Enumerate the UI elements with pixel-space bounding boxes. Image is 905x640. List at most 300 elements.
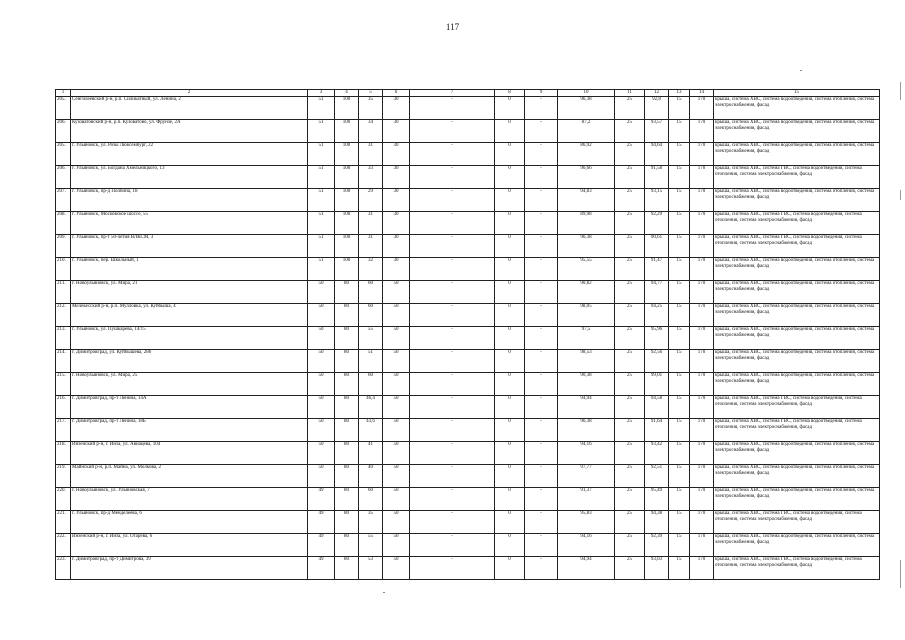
col-9-cell: - <box>525 120 558 143</box>
col-10-cell: 94,16 <box>558 534 615 557</box>
work-types-cell: крыша, система ХВС, система ГВС, система водоотведения, система отопления, система электроснабжения, фасад <box>714 166 880 189</box>
col-6-cell: 50 <box>383 281 410 304</box>
col-11-cell: 25 <box>615 350 645 373</box>
work-types-cell: крыша, система ХВС, система ГВС, система водоотведения, система отопления, система электроснабжения, фасад <box>714 212 880 235</box>
table-row <box>56 350 880 373</box>
col-4-cell: 100 <box>335 189 359 212</box>
col-8-cell: 0 <box>495 465 525 488</box>
col-7-cell: - <box>410 281 495 304</box>
row-number-cell: 211. <box>56 281 71 304</box>
col-14-cell: 170 <box>690 304 714 327</box>
column-header: 2 <box>71 90 308 97</box>
col-11-cell: 25 <box>615 465 645 488</box>
col-11-cell: 25 <box>615 212 645 235</box>
col-5-cell: 51 <box>359 350 383 373</box>
col-8-cell: 0 <box>495 396 525 419</box>
column-header: 12 <box>645 90 669 97</box>
col-9-cell: - <box>525 350 558 373</box>
col-8-cell: 0 <box>495 350 525 373</box>
col-7-cell: - <box>410 419 495 442</box>
address-cell: г. Новоульяновск, ул. Мира, 21 <box>71 281 308 304</box>
col-9-cell: - <box>525 557 558 580</box>
col-7-cell: - <box>410 304 495 327</box>
header-row <box>56 90 880 97</box>
col-13-cell: 15 <box>669 465 690 488</box>
col-11-cell: 25 <box>615 258 645 281</box>
col-9-cell: - <box>525 373 558 396</box>
col-8-cell: 0 <box>495 143 525 166</box>
col-5-cell: 35 <box>359 511 383 534</box>
table-row <box>56 419 880 442</box>
row-number-cell: 217. <box>56 419 71 442</box>
col-11-cell: 25 <box>615 534 645 557</box>
col-9-cell: - <box>525 258 558 281</box>
col-10-cell: 97,77 <box>558 465 615 488</box>
col-14-cell: 170 <box>690 143 714 166</box>
col-5-cell: 34 <box>359 120 383 143</box>
table-row <box>56 143 880 166</box>
col-6-cell: 50 <box>383 534 410 557</box>
table-row <box>56 442 880 465</box>
column-header: 14 <box>690 90 714 97</box>
col-14-cell: 170 <box>690 120 714 143</box>
work-types-cell: крыша, система ХВС, система водоотведения, система отопления, система электроснабжения, фасад <box>714 143 880 166</box>
col-5-cell: 60 <box>359 373 383 396</box>
row-number-cell: 205. <box>56 97 71 120</box>
col-5-cell: 32 <box>359 258 383 281</box>
row-number-cell: 215. <box>56 373 71 396</box>
col-13-cell: 15 <box>669 511 690 534</box>
col-12-cell: 90,61 <box>645 235 669 258</box>
col-11-cell: 25 <box>615 143 645 166</box>
table-row <box>56 258 880 281</box>
col-10-cell: 86,92 <box>558 143 615 166</box>
col-14-cell: 170 <box>690 281 714 304</box>
column-header: 9 <box>525 90 558 97</box>
col-3-cell: 50 <box>308 373 335 396</box>
col-12-cell: 94,64 <box>645 143 669 166</box>
col-6-cell: 30 <box>383 120 410 143</box>
col-6-cell: 30 <box>383 189 410 212</box>
col-4-cell: 80 <box>335 373 359 396</box>
col-5-cell: 53 <box>359 557 383 580</box>
work-types-cell: крыша, система ХВС, система водоотведения, система отопления, система электроснабжения, фасад <box>714 534 880 557</box>
col-4-cell: 80 <box>335 327 359 350</box>
address-cell: Сенгилеевский р-н, р.п. Силикатный, ул. Ленина, 2 <box>71 97 308 120</box>
col-14-cell: 170 <box>690 327 714 350</box>
col-9-cell: - <box>525 442 558 465</box>
col-12-cell: 93,57 <box>645 120 669 143</box>
col-5-cell: 41 <box>359 442 383 465</box>
col-13-cell: 15 <box>669 97 690 120</box>
col-10-cell: 96,38 <box>558 419 615 442</box>
col-9-cell: - <box>525 281 558 304</box>
col-4-cell: 100 <box>335 235 359 258</box>
col-5-cell: 55 <box>359 327 383 350</box>
work-types-cell: крыша, система ХВС, система водоотведения, система отопления, система электроснабжения, фасад <box>714 488 880 511</box>
table-row <box>56 557 880 580</box>
work-types-cell: крыша, система ХВС, система водоотведения, система отопления, система электроснабжения, фасад <box>714 304 880 327</box>
col-10-cell: 91,37 <box>558 488 615 511</box>
row-number-cell: 221. <box>56 511 71 534</box>
col-3-cell: 51 <box>308 143 335 166</box>
col-13-cell: 15 <box>669 212 690 235</box>
col-10-cell: 94,83 <box>558 189 615 212</box>
col-13-cell: 15 <box>669 488 690 511</box>
col-6-cell: 50 <box>383 327 410 350</box>
col-3-cell: 51 <box>308 97 335 120</box>
address-cell: г. Димитровград, пр-т Ленина, 18Б <box>71 419 308 442</box>
col-14-cell: 170 <box>690 419 714 442</box>
row-number-cell: 213. <box>56 327 71 350</box>
col-14-cell: 170 <box>690 465 714 488</box>
margin-mark <box>900 560 901 588</box>
col-14-cell: 170 <box>690 258 714 281</box>
col-12-cell: 91,64 <box>645 419 669 442</box>
col-12-cell: 92,8 <box>645 97 669 120</box>
col-9-cell: - <box>525 419 558 442</box>
col-12-cell: 91,47 <box>645 258 669 281</box>
col-4-cell: 80 <box>335 534 359 557</box>
col-6-cell: 50 <box>383 396 410 419</box>
address-cell: Инзенский р-н, г. Инза, ул. Авиацева, 104 <box>71 442 308 465</box>
column-header: 1 <box>56 90 71 97</box>
column-header: 11 <box>615 90 645 97</box>
row-number-cell: 222. <box>56 534 71 557</box>
address-cell: г. Новоульяновск, ул. Мира, 25 <box>71 373 308 396</box>
col-5-cell: 31 <box>359 143 383 166</box>
table-row <box>56 396 880 419</box>
col-6-cell: 30 <box>383 235 410 258</box>
col-5-cell: 43,6 <box>359 419 383 442</box>
col-9-cell: - <box>525 212 558 235</box>
col-11-cell: 25 <box>615 120 645 143</box>
col-13-cell: 15 <box>669 396 690 419</box>
col-3-cell: 51 <box>308 120 335 143</box>
col-14-cell: 170 <box>690 511 714 534</box>
col-9-cell: - <box>525 488 558 511</box>
col-12-cell: 92,51 <box>645 465 669 488</box>
col-13-cell: 15 <box>669 442 690 465</box>
col-10-cell: 98,05 <box>558 304 615 327</box>
col-7-cell: - <box>410 120 495 143</box>
col-7-cell: - <box>410 373 495 396</box>
col-11-cell: 25 <box>615 235 645 258</box>
col-8-cell: 0 <box>495 212 525 235</box>
col-4-cell: 80 <box>335 281 359 304</box>
col-11-cell: 25 <box>615 511 645 534</box>
col-4-cell: 100 <box>335 166 359 189</box>
col-12-cell: 95,96 <box>645 327 669 350</box>
col-3-cell: 50 <box>308 304 335 327</box>
col-8-cell: 0 <box>495 373 525 396</box>
work-types-cell: крыша, система ХВС, система водоотведения, система отопления, система электроснабжения, фасад <box>714 97 880 120</box>
col-8-cell: 0 <box>495 235 525 258</box>
table-row <box>56 281 880 304</box>
table-row <box>56 189 880 212</box>
col-13-cell: 15 <box>669 419 690 442</box>
col-14-cell: 170 <box>690 166 714 189</box>
col-10-cell: 87,2 <box>558 120 615 143</box>
table-row <box>56 212 880 235</box>
col-14-cell: 170 <box>690 442 714 465</box>
col-5-cell: 55 <box>359 534 383 557</box>
col-4-cell: 80 <box>335 396 359 419</box>
col-6-cell: 30 <box>383 143 410 166</box>
col-13-cell: 15 <box>669 557 690 580</box>
col-11-cell: 25 <box>615 373 645 396</box>
row-number-cell: 210. <box>56 258 71 281</box>
work-types-cell: крыша, система ХВС, система водоотведения, система отопления, система электроснабжения, фасад <box>714 189 880 212</box>
col-13-cell: 15 <box>669 166 690 189</box>
col-13-cell: 15 <box>669 534 690 557</box>
work-types-cell: крыша, система ХВС, система водоотведения, система отопления, система электроснабжения, фасад <box>714 120 880 143</box>
col-11-cell: 25 <box>615 327 645 350</box>
table-row <box>56 120 880 143</box>
col-9-cell: - <box>525 166 558 189</box>
col-12-cell: 92,29 <box>645 212 669 235</box>
col-7-cell: - <box>410 442 495 465</box>
row-number-cell: 207. <box>56 189 71 212</box>
col-14-cell: 170 <box>690 189 714 212</box>
col-4-cell: 100 <box>335 120 359 143</box>
address-cell: г. Ульяновск, Московское шоссе, 55 <box>71 212 308 235</box>
col-7-cell: - <box>410 534 495 557</box>
col-8-cell: 0 <box>495 97 525 120</box>
col-10-cell: 89,98 <box>558 212 615 235</box>
col-10-cell: 90,82 <box>558 281 615 304</box>
col-4-cell: 100 <box>335 212 359 235</box>
col-11-cell: 25 <box>615 419 645 442</box>
col-5-cell: 35 <box>359 97 383 120</box>
col-3-cell: 49 <box>308 511 335 534</box>
col-5-cell: 40 <box>359 465 383 488</box>
col-14-cell: 170 <box>690 396 714 419</box>
column-header: 15 <box>714 90 880 97</box>
col-14-cell: 170 <box>690 373 714 396</box>
col-13-cell: 15 <box>669 235 690 258</box>
col-10-cell: 90,38 <box>558 373 615 396</box>
col-12-cell: 94,25 <box>645 304 669 327</box>
col-5-cell: 60 <box>359 304 383 327</box>
col-12-cell: 92,39 <box>645 534 669 557</box>
col-7-cell: - <box>410 350 495 373</box>
col-3-cell: 50 <box>308 396 335 419</box>
row-number-cell: 220. <box>56 488 71 511</box>
address-cell: г. Ульяновск, ул. Розы Люксембург, 22 <box>71 143 308 166</box>
col-7-cell: - <box>410 465 495 488</box>
column-header: 4 <box>335 90 359 97</box>
address-cell: г. Ульяновск, пер. Школьный, 1 <box>71 258 308 281</box>
col-4-cell: 100 <box>335 258 359 281</box>
col-11-cell: 25 <box>615 281 645 304</box>
col-9-cell: - <box>525 189 558 212</box>
table-row <box>56 97 880 120</box>
col-12-cell: 94,58 <box>645 396 669 419</box>
table-row <box>56 235 880 258</box>
col-10-cell: 96,66 <box>558 166 615 189</box>
col-10-cell: 95,55 <box>558 258 615 281</box>
col-14-cell: 170 <box>690 235 714 258</box>
col-7-cell: - <box>410 212 495 235</box>
col-6-cell: 50 <box>383 488 410 511</box>
col-5-cell: 31 <box>359 212 383 235</box>
col-14-cell: 170 <box>690 534 714 557</box>
row-number-cell: 206. <box>56 166 71 189</box>
address-cell: г. Новоульяновск, ул. Ульяновская, 7 <box>71 488 308 511</box>
col-6-cell: 30 <box>383 258 410 281</box>
table-row <box>56 534 880 557</box>
row-number-cell: 216. <box>56 396 71 419</box>
col-8-cell: 0 <box>495 557 525 580</box>
work-types-cell: крыша, система ХВС, система водоотведения, система отопления, система электроснабжения, фасад <box>714 465 880 488</box>
address-cell: г. Димитровград, пр-т Димитрова, 39 <box>71 557 308 580</box>
col-3-cell: 51 <box>308 235 335 258</box>
col-11-cell: 25 <box>615 442 645 465</box>
col-5-cell: 46,4 <box>359 396 383 419</box>
col-12-cell: 93,42 <box>645 442 669 465</box>
col-12-cell: 94,38 <box>645 511 669 534</box>
col-7-cell: - <box>410 166 495 189</box>
col-9-cell: - <box>525 143 558 166</box>
col-13-cell: 15 <box>669 189 690 212</box>
col-3-cell: 50 <box>308 327 335 350</box>
col-12-cell: 91,58 <box>645 166 669 189</box>
col-10-cell: 96,38 <box>558 97 615 120</box>
col-7-cell: - <box>410 511 495 534</box>
col-7-cell: - <box>410 327 495 350</box>
col-8-cell: 0 <box>495 304 525 327</box>
col-7-cell: - <box>410 258 495 281</box>
col-6-cell: 50 <box>383 511 410 534</box>
col-11-cell: 25 <box>615 304 645 327</box>
address-cell: Мелекесский р-н, р.п. Мулловка, ул. Куйбыша, 4 <box>71 304 308 327</box>
col-12-cell: 93,03 <box>645 557 669 580</box>
col-3-cell: 51 <box>308 166 335 189</box>
col-3-cell: 51 <box>308 212 335 235</box>
col-9-cell: - <box>525 396 558 419</box>
column-header: 10 <box>558 90 615 97</box>
col-8-cell: 0 <box>495 511 525 534</box>
col-13-cell: 15 <box>669 373 690 396</box>
col-8-cell: 0 <box>495 419 525 442</box>
work-types-cell: крыша, система ХВС, система водоотведения, система отопления, система электроснабжения, фасад <box>714 350 880 373</box>
table-row <box>56 327 880 350</box>
col-12-cell: 99,01 <box>645 373 669 396</box>
address-cell: г. Ульяновск, ул. Пушкарева, 14/15 <box>71 327 308 350</box>
col-10-cell: 96,38 <box>558 235 615 258</box>
column-header: 6 <box>383 90 410 97</box>
col-3-cell: 49 <box>308 488 335 511</box>
column-header: 5 <box>359 90 383 97</box>
address-cell: Инзенский р-н, г. Инза, ул. Огарёва, 6 <box>71 534 308 557</box>
column-header: 13 <box>669 90 690 97</box>
col-4-cell: 80 <box>335 419 359 442</box>
col-10-cell: 97,5 <box>558 327 615 350</box>
work-types-cell: крыша, система ХВС, система водоотведения, система отопления, система электроснабжения, фасад <box>714 258 880 281</box>
column-header: 7 <box>410 90 495 97</box>
row-number-cell: 218. <box>56 442 71 465</box>
col-8-cell: 0 <box>495 258 525 281</box>
col-7-cell: - <box>410 189 495 212</box>
row-number-cell: 214. <box>56 350 71 373</box>
work-types-cell: крыша, система ХВС, система ГВС, система водоотведения, система отопления, система электроснабжения, фасад <box>714 396 880 419</box>
address-cell: г. Ульяновск, пр-д Полбина, 18 <box>71 189 308 212</box>
col-3-cell: 50 <box>308 442 335 465</box>
col-11-cell: 25 <box>615 97 645 120</box>
table-row <box>56 304 880 327</box>
work-types-cell: крыша, система ХВС, система водоотведения, система отопления, система электроснабжения, фасад <box>714 373 880 396</box>
col-4-cell: 80 <box>335 304 359 327</box>
col-6-cell: 50 <box>383 442 410 465</box>
col-10-cell: 94,94 <box>558 396 615 419</box>
work-types-cell: крыша, система ХВС, система водоотведения, система отопления, система электроснабжения, фасад <box>714 327 880 350</box>
col-4-cell: 100 <box>335 143 359 166</box>
address-cell: Майнский р-н, р.п. Майна, ул. Молкова, 2 <box>71 465 308 488</box>
col-9-cell: - <box>525 235 558 258</box>
col-9-cell: - <box>525 327 558 350</box>
col-6-cell: 50 <box>383 304 410 327</box>
col-13-cell: 15 <box>669 304 690 327</box>
col-8-cell: 0 <box>495 166 525 189</box>
col-6-cell: 50 <box>383 373 410 396</box>
col-11-cell: 25 <box>615 166 645 189</box>
col-8-cell: 0 <box>495 189 525 212</box>
page-number: 117 <box>445 22 460 32</box>
col-4-cell: 100 <box>335 97 359 120</box>
row-number-cell: 212. <box>56 304 71 327</box>
col-6-cell: 50 <box>383 557 410 580</box>
col-14-cell: 170 <box>690 212 714 235</box>
col-13-cell: 15 <box>669 281 690 304</box>
col-6-cell: 50 <box>383 465 410 488</box>
table-row <box>56 488 880 511</box>
col-4-cell: 80 <box>335 557 359 580</box>
col-14-cell: 170 <box>690 97 714 120</box>
table-row <box>56 166 880 189</box>
work-types-cell: крыша, система ХВС, система ГВС, система водоотведения, система отопления, система электроснабжения, фасад <box>714 557 880 580</box>
col-11-cell: 25 <box>615 396 645 419</box>
address-cell: г. Ульяновск, ул. Богдана Хмельницкого, 13 <box>71 166 308 189</box>
column-header: 3 <box>308 90 335 97</box>
col-3-cell: 49 <box>308 557 335 580</box>
col-8-cell: 0 <box>495 281 525 304</box>
row-number-cell: 219. <box>56 465 71 488</box>
col-4-cell: 80 <box>335 488 359 511</box>
col-8-cell: 0 <box>495 327 525 350</box>
margin-mark <box>900 82 901 100</box>
row-number-cell: 205. <box>56 143 71 166</box>
col-4-cell: 80 <box>335 465 359 488</box>
table-row <box>56 373 880 396</box>
col-3-cell: 51 <box>308 189 335 212</box>
col-4-cell: 80 <box>335 511 359 534</box>
work-types-cell: крыша, система ХВС, система водоотведения, система отопления, система электроснабжения, фасад <box>714 442 880 465</box>
address-cell: г. Ульяновск, пр-д Менделеева, 6 <box>71 511 308 534</box>
col-13-cell: 15 <box>669 143 690 166</box>
col-6-cell: 50 <box>383 350 410 373</box>
col-12-cell: 93,15 <box>645 189 669 212</box>
col-13-cell: 15 <box>669 258 690 281</box>
address-cell: г. Димитровград, пр-т Ленина, 14А <box>71 396 308 419</box>
margin-mark <box>900 190 901 200</box>
col-10-cell: 98,53 <box>558 350 615 373</box>
col-6-cell: 30 <box>383 97 410 120</box>
col-11-cell: 25 <box>615 557 645 580</box>
col-11-cell: 25 <box>615 189 645 212</box>
row-number-cell: 208. <box>56 212 71 235</box>
row-number-cell: 209. <box>56 235 71 258</box>
